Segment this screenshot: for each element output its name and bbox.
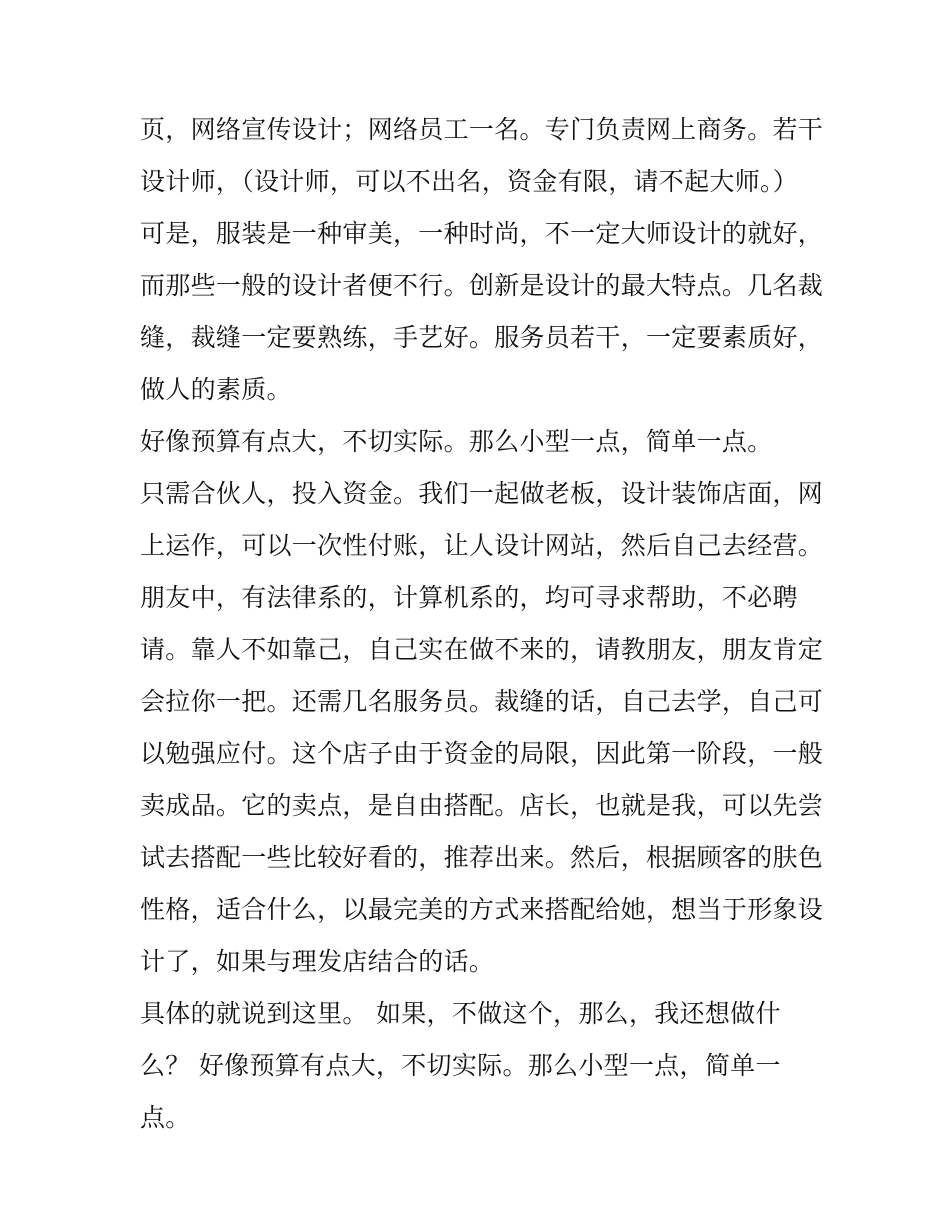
text-line: 会拉你一把。还需几名服务员。裁缝的话，自己去学，自己可 bbox=[140, 687, 824, 716]
text-line: 好像预算有点大，不切实际。那么小型一点，简单一点。 bbox=[140, 427, 773, 456]
text-line: 朋友中，有法律系的，计算机系的，均可寻求帮助，不必聘 bbox=[140, 583, 798, 612]
text-line: 而那些一般的设计者便不行。创新是设计的最大特点。几名裁 bbox=[140, 271, 824, 300]
text-line: 卖成品。它的卖点，是自由搭配。店长，也就是我，可以先尝 bbox=[140, 791, 824, 820]
text-line: 设计师，（设计师，可以不出名，资金有限，请不起大师。） bbox=[140, 167, 799, 196]
text-line: 以勉强应付。这个店子由于资金的局限，因此第一阶段，一般 bbox=[140, 739, 824, 768]
text-line: 具体的就说到这里。 如果，不做这个，那么，我还想做什 bbox=[140, 999, 781, 1028]
text-line: 么？ 好像预算有点大，不切实际。那么小型一点，简单一 bbox=[140, 1051, 781, 1080]
body-text bbox=[140, 104, 824, 1144]
text-line: 上运作，可以一次性付账，让人设计网站，然后自己去经营。 bbox=[140, 531, 824, 560]
text-line: 计了，如果与理发店结合的话。 bbox=[140, 947, 495, 976]
text-line: 性格，适合什么，以最完美的方式来搭配给她，想当于形象设 bbox=[140, 895, 824, 924]
text-line: 做人的素质。 bbox=[140, 375, 292, 404]
text-line: 可是，服装是一种审美，一种时尚，不一定大师设计的就好， bbox=[140, 219, 824, 248]
text-line: 点。 bbox=[140, 1103, 191, 1132]
text-line: 页，网络宣传设计；网络员工一名。专门负责网上商务。若干 bbox=[140, 115, 824, 144]
text-line: 请。靠人不如靠己，自己实在做不来的，请教朋友，朋友肯定 bbox=[140, 635, 824, 664]
text-line: 只需合伙人，投入资金。我们一起做老板，设计装饰店面，网 bbox=[140, 479, 824, 508]
text-line: 缝，裁缝一定要熟练，手艺好。服务员若干，一定要素质好， bbox=[140, 323, 824, 352]
text-line: 试去搭配一些比较好看的，推荐出来。然后，根据顾客的肤色 bbox=[140, 843, 824, 872]
